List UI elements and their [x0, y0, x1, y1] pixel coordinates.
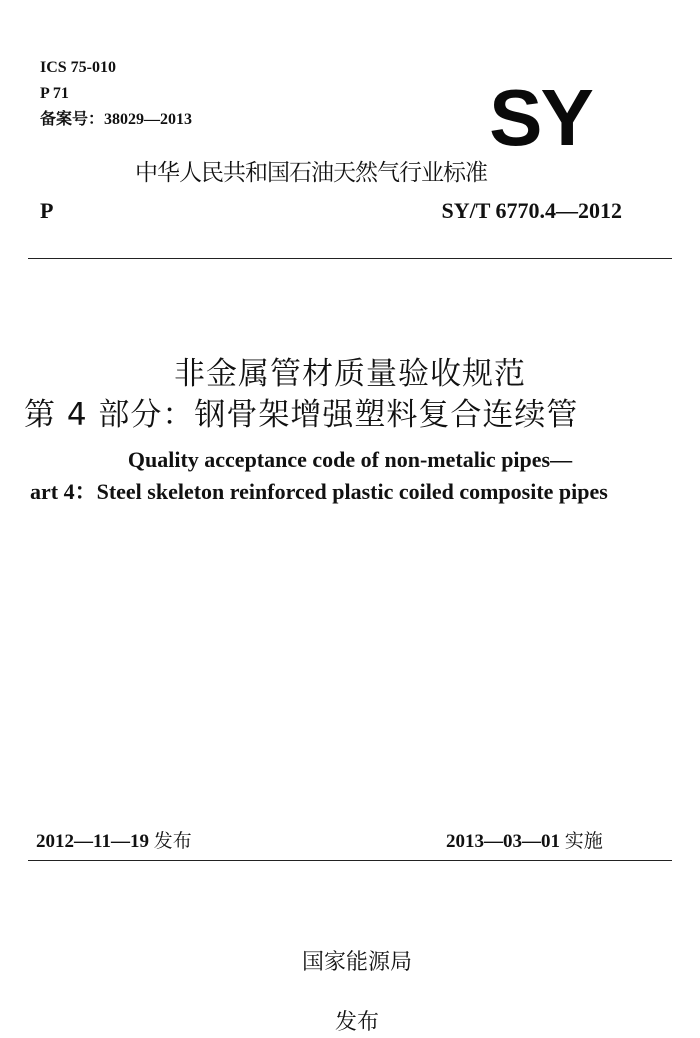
title-english-part: art 4：Steel skeleton reinforced plastic coiled composite pipes: [30, 479, 608, 504]
publisher-block: [0, 918, 700, 1038]
title-english-main: Quality acceptance code of non-metalic pipes—: [127, 447, 573, 472]
ccs-number: P 71: [40, 85, 69, 102]
classification-letter: P: [40, 198, 54, 223]
issuing-organization: 中华人民共和国石油天然气行业标准: [135, 160, 487, 186]
issue-label: 发布: [153, 830, 192, 852]
title-chinese-part: 第 4 部分：钢骨架增强塑料复合连续管: [24, 397, 579, 433]
effective-date: 2013—03—01: [446, 831, 560, 852]
title-chinese-main: 非金属管材质量验收规范: [174, 356, 526, 392]
header-divider: [28, 258, 672, 259]
ics-number: ICS 75-010: [40, 59, 117, 76]
effective-date-block: [446, 828, 603, 855]
publisher-name: 国家能源局: [301, 950, 412, 975]
issue-date: 2012—11—19: [36, 831, 149, 852]
footer-divider: [28, 860, 672, 861]
effective-label: 实施: [564, 830, 603, 852]
standard-code: SY/T 6770.4—2012: [441, 198, 622, 223]
sy-logo: SY: [489, 73, 592, 162]
issue-date-block: [36, 828, 192, 855]
record-number: 备案号：38029—2013: [40, 111, 193, 128]
publisher-action: 发布: [334, 1010, 379, 1035]
